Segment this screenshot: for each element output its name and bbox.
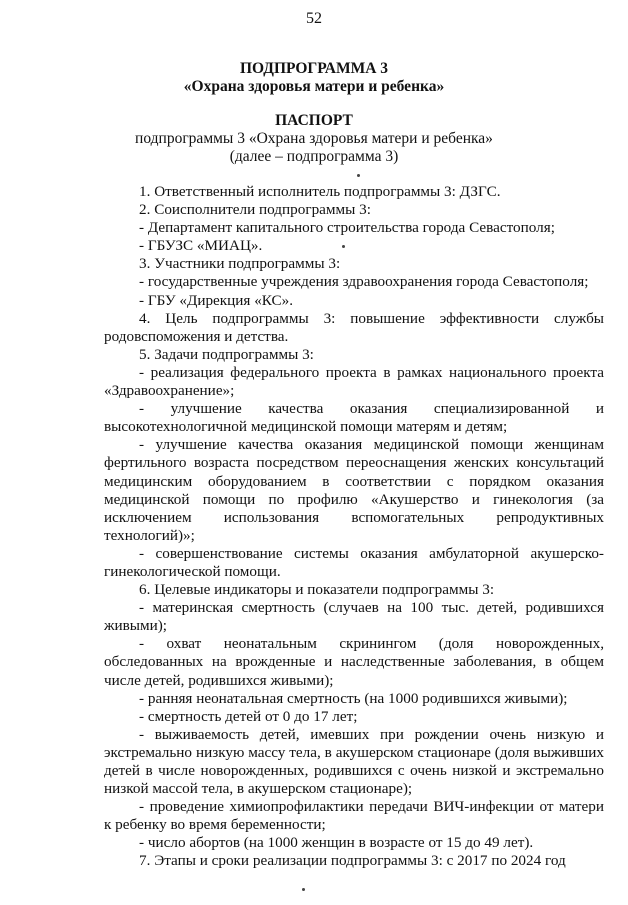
document-body: [104, 183, 604, 871]
paragraph: 2. Соисполнители подпрограммы 3:: [139, 201, 371, 219]
scan-speck: [342, 245, 345, 248]
page-number: 52: [306, 10, 322, 27]
subprogram-subtitle: «Охрана здоровья матери и ребенка»: [183, 78, 445, 95]
paragraph: 3. Участники подпрограммы 3:: [139, 255, 341, 273]
paragraph: 5. Задачи подпрограммы 3:: [139, 345, 314, 363]
subprogram-title: ПОДПРОГРАММА 3: [239, 60, 389, 77]
paragraph: - материнская смертность (случаев на 100 тыс. детей, родившихся живыми);: [104, 599, 604, 635]
paragraph: 7. Этапы и сроки реализации подпрограммы 3: с 2017 по 2024 год: [139, 852, 566, 870]
paragraph: - число абортов (на 1000 женщин в возрасте от 15 до 49 лет).: [139, 834, 534, 852]
paragraph: - смертность детей от 0 до 17 лет;: [139, 707, 358, 725]
paragraph: - Департамент капитального строительства города Севастополя;: [139, 219, 555, 237]
scan-speck: [302, 888, 305, 891]
paragraph: - выживаемость детей, имевших при рождении очень низкую и экстремально низкую массу тела, в акушерском стационаре (доля выживших детей в числе новорожденных, родившихся с очень низкой и экстремально низкой массой тела, в акушерском стационаре);: [104, 725, 604, 798]
paragraph: - реализация федерального проекта в рамках национального проекта «Здравоохранение»;: [104, 363, 604, 400]
paragraph: - государственные учреждения здравоохранения города Севастополя;: [139, 273, 589, 291]
paragraph: - улучшение качества оказания специализированной и высокотехнологичной медицинской помощи матерям и детям;: [104, 400, 604, 436]
paragraph: - ГБУЗС «МИАЦ».: [139, 237, 263, 255]
scan-speck: [357, 174, 360, 177]
passport-line-2: (далее – подпрограмма 3): [229, 148, 399, 165]
paragraph: - ГБУ «Дирекция «КС».: [139, 291, 294, 309]
paragraph: - совершенствование системы оказания амбулаторной акушерско-гинекологической помощи.: [104, 544, 604, 580]
paragraph: - проведение химиопрофилактики передачи ВИЧ-инфекции от матери к ребенку во время беременности;: [104, 798, 604, 834]
paragraph: 4. Цель подпрограммы 3: повышение эффективности службы родовспоможения и детства.: [104, 309, 604, 345]
paragraph: - охват неонатальным скринингом (доля новорожденных, обследованных на врожденные и наследственные заболевания, в общем числе детей, родившихся живыми);: [104, 635, 604, 689]
passport-line-1: подпрограммы 3 «Охрана здоровья матери и ребенка»: [135, 130, 493, 147]
paragraph: - улучшение качества оказания медицинской помощи женщинам фертильного возраста посредством переоснащения женских консультаций медицинским оборудованием в соответствии с порядком оказания медицинской помощи по профилю «Акушерство и гинекология (за исключением использования вспомогательных репродуктивных технологий)»;: [104, 436, 604, 544]
passport-heading: ПАСПОРТ: [275, 112, 353, 129]
paragraph: 6. Целевые индикаторы и показатели подпрограммы 3:: [139, 581, 495, 599]
paragraph: 1. Ответственный исполнитель подпрограммы 3: ДЗГС.: [139, 183, 501, 200]
paragraph: - ранняя неонатальная смертность (на 1000 родившихся живыми);: [139, 689, 568, 707]
